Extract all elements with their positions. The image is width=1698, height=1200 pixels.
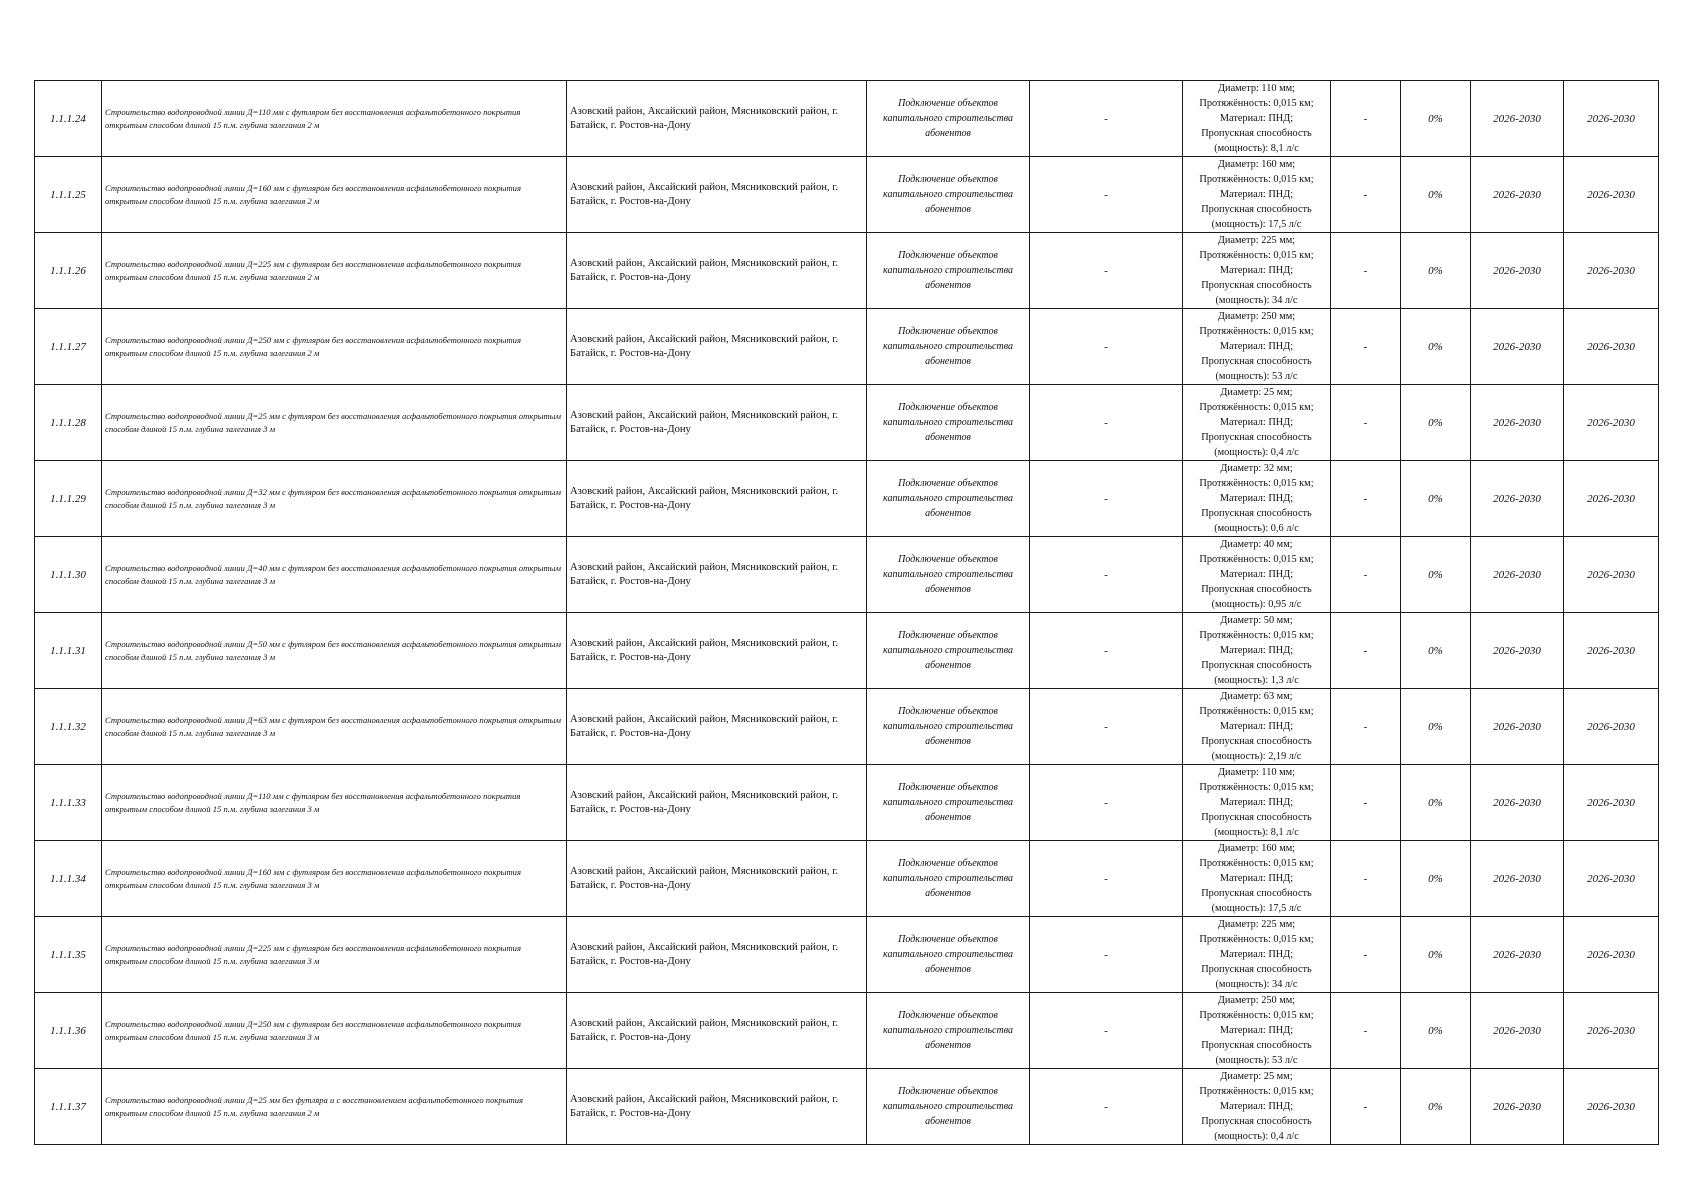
table-row xyxy=(35,81,1659,157)
completion-percent-cell: 0% xyxy=(1401,841,1471,917)
period-start-cell: 2026-2030 xyxy=(1471,917,1564,993)
location-cell: Азовский район, Аксайский район, Мясниковский район, г. Батайск, г. Ростов-на-Дону xyxy=(567,233,867,309)
completion-percent-cell: 0% xyxy=(1401,81,1471,157)
spec-line: Материал: ПНД; xyxy=(1219,493,1294,504)
technical-specs-cell xyxy=(1183,461,1331,537)
row-number-cell: 1.1.1.37 xyxy=(35,1069,102,1145)
purpose-cell: Подключение объектов капитального строительства абонентов xyxy=(867,613,1030,689)
row-number-cell: 1.1.1.27 xyxy=(35,309,102,385)
spec-line: Диаметр: 110 мм; xyxy=(1218,767,1295,778)
column-7-cell: - xyxy=(1331,537,1401,613)
completion-percent-cell: 0% xyxy=(1401,157,1471,233)
spec-line: Диаметр: 225 мм; xyxy=(1217,919,1296,930)
technical-specs-cell xyxy=(1183,917,1331,993)
table-row xyxy=(35,841,1659,917)
spec-line: Диаметр: 250 мм; xyxy=(1217,995,1296,1006)
column-7-cell: - xyxy=(1331,385,1401,461)
location-cell: Азовский район, Аксайский район, Мясниковский район, г. Батайск, г. Ростов-на-Дону xyxy=(567,385,867,461)
purpose-cell: Подключение объектов капитального строительства абонентов xyxy=(867,917,1030,993)
period-start-cell: 2026-2030 xyxy=(1471,993,1564,1069)
column-7-cell: - xyxy=(1331,841,1401,917)
completion-percent-cell: 0% xyxy=(1401,689,1471,765)
spec-line: Пропускная способность xyxy=(1201,128,1312,139)
completion-percent-cell: 0% xyxy=(1401,385,1471,461)
table-row xyxy=(35,385,1659,461)
period-end-cell: 2026-2030 xyxy=(1564,993,1659,1069)
technical-specs-cell xyxy=(1183,765,1331,841)
spec-line: Материал: ПНД; xyxy=(1219,341,1294,352)
spec-line: (мощность): 53 л/с xyxy=(1215,1055,1298,1066)
period-end-cell: 2026-2030 xyxy=(1564,1069,1659,1145)
column-5-cell: - xyxy=(1030,613,1183,689)
completion-percent-cell: 0% xyxy=(1401,537,1471,613)
spec-line: Протяжённость: 0,015 км; xyxy=(1199,98,1314,109)
column-7-cell: - xyxy=(1331,81,1401,157)
period-end-cell: 2026-2030 xyxy=(1564,385,1659,461)
column-7-cell: - xyxy=(1331,233,1401,309)
purpose-cell: Подключение объектов капитального строительства абонентов xyxy=(867,765,1030,841)
location-cell: Азовский район, Аксайский район, Мясниковский район, г. Батайск, г. Ростов-на-Дону xyxy=(567,613,867,689)
spec-line: Материал: ПНД; xyxy=(1219,265,1294,276)
spec-line: Пропускная способность xyxy=(1201,432,1312,443)
row-number-cell: 1.1.1.24 xyxy=(35,81,102,157)
period-start-cell: 2026-2030 xyxy=(1471,385,1564,461)
technical-specs-cell xyxy=(1183,1069,1331,1145)
purpose-cell: Подключение объектов капитального строительства абонентов xyxy=(867,157,1030,233)
spec-line: Протяжённость: 0,015 км; xyxy=(1199,1010,1314,1021)
row-number-cell: 1.1.1.30 xyxy=(35,537,102,613)
spec-line: Пропускная способность xyxy=(1201,964,1312,975)
period-end-cell: 2026-2030 xyxy=(1564,841,1659,917)
purpose-cell: Подключение объектов капитального строительства абонентов xyxy=(867,993,1030,1069)
table-row xyxy=(35,613,1659,689)
spec-line: Протяжённость: 0,015 км; xyxy=(1199,326,1314,337)
work-description-cell: Строительство водопроводной линии Д=160 мм с футляром без восстановления асфальтобетонного покрытия открытым способом длиной 15 п.м. глубина залегания 3 м xyxy=(102,841,567,917)
spec-line: Пропускная способность xyxy=(1201,280,1312,291)
spec-line: Протяжённость: 0,015 км; xyxy=(1199,402,1314,413)
period-start-cell: 2026-2030 xyxy=(1471,765,1564,841)
spec-line: Материал: ПНД; xyxy=(1219,569,1294,580)
spec-line: Протяжённость: 0,015 км; xyxy=(1199,554,1314,565)
spec-line: Диаметр: 63 мм; xyxy=(1220,691,1293,702)
spec-line: Диаметр: 225 мм; xyxy=(1217,235,1296,246)
period-end-cell: 2026-2030 xyxy=(1564,309,1659,385)
location-cell: Азовский район, Аксайский район, Мясниковский район, г. Батайск, г. Ростов-на-Дону xyxy=(567,157,867,233)
completion-percent-cell: 0% xyxy=(1401,993,1471,1069)
spec-line: Материал: ПНД; xyxy=(1219,873,1294,884)
spec-line: Протяжённость: 0,015 км; xyxy=(1199,706,1314,717)
period-end-cell: 2026-2030 xyxy=(1564,157,1659,233)
table-row xyxy=(35,993,1659,1069)
column-7-cell: - xyxy=(1331,461,1401,537)
spec-line: Диаметр: 25 мм; xyxy=(1220,1071,1293,1082)
spec-line: (мощность): 2,19 л/с xyxy=(1211,751,1302,762)
column-5-cell: - xyxy=(1030,993,1183,1069)
spec-line: Протяжённость: 0,015 км; xyxy=(1199,782,1314,793)
period-start-cell: 2026-2030 xyxy=(1471,81,1564,157)
spec-line: Материал: ПНД; xyxy=(1219,113,1294,124)
purpose-cell: Подключение объектов капитального строительства абонентов xyxy=(867,385,1030,461)
spec-line: (мощность): 8,1 л/с xyxy=(1214,827,1299,838)
column-5-cell: - xyxy=(1030,765,1183,841)
spec-line: Материал: ПНД; xyxy=(1219,797,1294,808)
spec-line: (мощность): 17,5 л/с xyxy=(1211,219,1302,230)
spec-line: Диаметр: 40 мм; xyxy=(1220,539,1293,550)
spec-line: Материал: ПНД; xyxy=(1219,721,1294,732)
period-start-cell: 2026-2030 xyxy=(1471,689,1564,765)
spec-line: Пропускная способность xyxy=(1201,204,1312,215)
technical-specs-cell xyxy=(1183,233,1331,309)
purpose-cell: Подключение объектов капитального строительства абонентов xyxy=(867,309,1030,385)
work-description-cell: Строительство водопроводной линии Д=110 мм с футляром без восстановления асфальтобетонного покрытия открытым способом длиной 15 п.м. глубина залегания 2 м xyxy=(102,81,567,157)
technical-specs-cell xyxy=(1183,385,1331,461)
location-cell: Азовский район, Аксайский район, Мясниковский район, г. Батайск, г. Ростов-на-Дону xyxy=(567,689,867,765)
purpose-cell: Подключение объектов капитального строительства абонентов xyxy=(867,537,1030,613)
spec-line: (мощность): 17,5 л/с xyxy=(1211,903,1302,914)
work-description-cell: Строительство водопроводной линии Д=32 мм с футляром без восстановления асфальтобетонного покрытия открытым способом длиной 15 п.м. глубина залегания 3 м xyxy=(102,461,567,537)
row-number-cell: 1.1.1.29 xyxy=(35,461,102,537)
table-row xyxy=(35,765,1659,841)
spec-line: Протяжённость: 0,015 км; xyxy=(1199,174,1314,185)
spec-line: Пропускная способность xyxy=(1201,660,1312,671)
row-number-cell: 1.1.1.36 xyxy=(35,993,102,1069)
spec-line: Протяжённость: 0,015 км; xyxy=(1199,934,1314,945)
work-description-cell: Строительство водопроводной линии Д=63 мм с футляром без восстановления асфальтобетонного покрытия открытым способом длиной 15 п.м. глубина залегания 3 м xyxy=(102,689,567,765)
work-description-cell: Строительство водопроводной линии Д=25 мм без футляра и с восстановлением асфальтобетонного покрытия открытым способом длиной 15 п.м. глубина залегания 2 м xyxy=(102,1069,567,1145)
column-7-cell: - xyxy=(1331,917,1401,993)
technical-specs-cell xyxy=(1183,993,1331,1069)
column-5-cell: - xyxy=(1030,157,1183,233)
spec-line: Пропускная способность xyxy=(1201,508,1312,519)
work-description-cell: Строительство водопроводной линии Д=160 мм с футляром без восстановления асфальтобетонного покрытия открытым способом длиной 15 п.м. глубина залегания 2 м xyxy=(102,157,567,233)
spec-line: (мощность): 1,3 л/с xyxy=(1214,675,1299,686)
technical-specs-cell xyxy=(1183,157,1331,233)
spec-line: Протяжённость: 0,015 км; xyxy=(1199,478,1314,489)
spec-line: (мощность): 53 л/с xyxy=(1215,371,1298,382)
period-end-cell: 2026-2030 xyxy=(1564,765,1659,841)
period-start-cell: 2026-2030 xyxy=(1471,309,1564,385)
spec-line: Пропускная способность xyxy=(1201,1116,1312,1127)
spec-line: (мощность): 8,1 л/с xyxy=(1214,143,1299,154)
period-end-cell: 2026-2030 xyxy=(1564,689,1659,765)
column-5-cell: - xyxy=(1030,841,1183,917)
spec-line: (мощность): 34 л/с xyxy=(1215,295,1298,306)
location-cell: Азовский район, Аксайский район, Мясниковский район, г. Батайск, г. Ростов-на-Дону xyxy=(567,1069,867,1145)
spec-line: Протяжённость: 0,015 км; xyxy=(1199,630,1314,641)
location-cell: Азовский район, Аксайский район, Мясниковский район, г. Батайск, г. Ростов-на-Дону xyxy=(567,309,867,385)
spec-line: (мощность): 0,6 л/с xyxy=(1214,523,1299,534)
period-end-cell: 2026-2030 xyxy=(1564,233,1659,309)
column-7-cell: - xyxy=(1331,993,1401,1069)
spec-line: Пропускная способность xyxy=(1201,736,1312,747)
spec-line: (мощность): 0,95 л/с xyxy=(1211,599,1302,610)
period-start-cell: 2026-2030 xyxy=(1471,841,1564,917)
row-number-cell: 1.1.1.33 xyxy=(35,765,102,841)
spec-line: Материал: ПНД; xyxy=(1219,189,1294,200)
technical-specs-cell xyxy=(1183,689,1331,765)
spec-line: (мощность): 34 л/с xyxy=(1215,979,1298,990)
row-number-cell: 1.1.1.25 xyxy=(35,157,102,233)
column-7-cell: - xyxy=(1331,1069,1401,1145)
spec-line: Пропускная способность xyxy=(1201,356,1312,367)
period-start-cell: 2026-2030 xyxy=(1471,233,1564,309)
period-start-cell: 2026-2030 xyxy=(1471,537,1564,613)
column-7-cell: - xyxy=(1331,613,1401,689)
spec-line: Диаметр: 250 мм; xyxy=(1217,311,1296,322)
period-start-cell: 2026-2030 xyxy=(1471,461,1564,537)
table-row xyxy=(35,309,1659,385)
column-5-cell: - xyxy=(1030,233,1183,309)
spec-line: Пропускная способность xyxy=(1201,1040,1312,1051)
work-description-cell: Строительство водопроводной линии Д=25 мм с футляром без восстановления асфальтобетонного покрытия открытым способом длиной 15 п.м. глубина залегания 3 м xyxy=(102,385,567,461)
period-start-cell: 2026-2030 xyxy=(1471,1069,1564,1145)
completion-percent-cell: 0% xyxy=(1401,233,1471,309)
spec-line: Диаметр: 160 мм; xyxy=(1217,159,1296,170)
spec-line: Диаметр: 25 мм; xyxy=(1220,387,1293,398)
spec-line: Пропускная способность xyxy=(1201,888,1312,899)
spec-line: Материал: ПНД; xyxy=(1219,1101,1294,1112)
column-7-cell: - xyxy=(1331,689,1401,765)
row-number-cell: 1.1.1.28 xyxy=(35,385,102,461)
technical-specs-cell xyxy=(1183,841,1331,917)
location-cell: Азовский район, Аксайский район, Мясниковский район, г. Батайск, г. Ростов-на-Дону xyxy=(567,537,867,613)
column-5-cell: - xyxy=(1030,309,1183,385)
period-end-cell: 2026-2030 xyxy=(1564,81,1659,157)
completion-percent-cell: 0% xyxy=(1401,309,1471,385)
completion-percent-cell: 0% xyxy=(1401,613,1471,689)
spec-line: Протяжённость: 0,015 км; xyxy=(1199,858,1314,869)
column-5-cell: - xyxy=(1030,917,1183,993)
location-cell: Азовский район, Аксайский район, Мясниковский район, г. Батайск, г. Ростов-на-Дону xyxy=(567,765,867,841)
period-end-cell: 2026-2030 xyxy=(1564,613,1659,689)
spec-line: Материал: ПНД; xyxy=(1219,1025,1294,1036)
period-start-cell: 2026-2030 xyxy=(1471,613,1564,689)
table-row xyxy=(35,917,1659,993)
column-5-cell: - xyxy=(1030,81,1183,157)
technical-specs-cell xyxy=(1183,537,1331,613)
column-5-cell: - xyxy=(1030,689,1183,765)
technical-specs-cell xyxy=(1183,309,1331,385)
table-row xyxy=(35,233,1659,309)
work-description-cell: Строительство водопроводной линии Д=40 мм с футляром без восстановления асфальтобетонного покрытия открытым способом длиной 15 п.м. глубина залегания 3 м xyxy=(102,537,567,613)
spec-line: Пропускная способность xyxy=(1201,812,1312,823)
period-end-cell: 2026-2030 xyxy=(1564,537,1659,613)
purpose-cell: Подключение объектов капитального строительства абонентов xyxy=(867,1069,1030,1145)
completion-percent-cell: 0% xyxy=(1401,1069,1471,1145)
table-row xyxy=(35,461,1659,537)
spec-line: Протяжённость: 0,015 км; xyxy=(1199,1086,1314,1097)
spec-line: Диаметр: 160 мм; xyxy=(1217,843,1296,854)
purpose-cell: Подключение объектов капитального строительства абонентов xyxy=(867,841,1030,917)
column-5-cell: - xyxy=(1030,1069,1183,1145)
work-description-cell: Строительство водопроводной линии Д=110 мм с футляром без восстановления асфальтобетонного покрытия открытым способом длиной 15 п.м. глубина залегания 3 м xyxy=(102,765,567,841)
location-cell: Азовский район, Аксайский район, Мясниковский район, г. Батайск, г. Ростов-на-Дону xyxy=(567,917,867,993)
row-number-cell: 1.1.1.34 xyxy=(35,841,102,917)
technical-specs-cell xyxy=(1183,81,1331,157)
technical-specs-cell xyxy=(1183,613,1331,689)
spec-line: Протяжённость: 0,015 км; xyxy=(1199,250,1314,261)
row-number-cell: 1.1.1.31 xyxy=(35,613,102,689)
location-cell: Азовский район, Аксайский район, Мясниковский район, г. Батайск, г. Ростов-на-Дону xyxy=(567,841,867,917)
purpose-cell: Подключение объектов капитального строительства абонентов xyxy=(867,233,1030,309)
completion-percent-cell: 0% xyxy=(1401,917,1471,993)
period-end-cell: 2026-2030 xyxy=(1564,917,1659,993)
table-row xyxy=(35,157,1659,233)
spec-line: Материал: ПНД; xyxy=(1219,949,1294,960)
column-5-cell: - xyxy=(1030,461,1183,537)
row-number-cell: 1.1.1.35 xyxy=(35,917,102,993)
location-cell: Азовский район, Аксайский район, Мясниковский район, г. Батайск, г. Ростов-на-Дону xyxy=(567,993,867,1069)
investment-program-table xyxy=(34,80,1659,1145)
column-5-cell: - xyxy=(1030,385,1183,461)
spec-line: Диаметр: 32 мм; xyxy=(1220,463,1293,474)
work-description-cell: Строительство водопроводной линии Д=225 мм с футляром без восстановления асфальтобетонного покрытия открытым способом длиной 15 п.м. глубина залегания 2 м xyxy=(102,233,567,309)
location-cell: Азовский район, Аксайский район, Мясниковский район, г. Батайск, г. Ростов-на-Дону xyxy=(567,81,867,157)
work-description-cell: Строительство водопроводной линии Д=250 мм с футляром без восстановления асфальтобетонного покрытия открытым способом длиной 15 п.м. глубина залегания 2 м xyxy=(102,309,567,385)
table-row xyxy=(35,537,1659,613)
row-number-cell: 1.1.1.26 xyxy=(35,233,102,309)
purpose-cell: Подключение объектов капитального строительства абонентов xyxy=(867,81,1030,157)
purpose-cell: Подключение объектов капитального строительства абонентов xyxy=(867,461,1030,537)
column-7-cell: - xyxy=(1331,765,1401,841)
row-number-cell: 1.1.1.32 xyxy=(35,689,102,765)
column-7-cell: - xyxy=(1331,309,1401,385)
completion-percent-cell: 0% xyxy=(1401,461,1471,537)
spec-line: Материал: ПНД; xyxy=(1219,417,1294,428)
work-description-cell: Строительство водопроводной линии Д=225 мм с футляром без восстановления асфальтобетонного покрытия открытым способом длиной 15 п.м. глубина залегания 3 м xyxy=(102,917,567,993)
table-body xyxy=(35,81,1659,1145)
spec-line: Диаметр: 110 мм; xyxy=(1218,83,1295,94)
spec-line: Пропускная способность xyxy=(1201,584,1312,595)
column-5-cell: - xyxy=(1030,537,1183,613)
period-start-cell: 2026-2030 xyxy=(1471,157,1564,233)
spec-line: (мощность): 0,4 л/с xyxy=(1214,447,1299,458)
work-description-cell: Строительство водопроводной линии Д=50 мм с футляром без восстановления асфальтобетонного покрытия открытым способом длиной 15 п.м. глубина залегания 3 м xyxy=(102,613,567,689)
column-7-cell: - xyxy=(1331,157,1401,233)
table-row xyxy=(35,689,1659,765)
spec-line: Диаметр: 50 мм; xyxy=(1220,615,1293,626)
spec-line: Материал: ПНД; xyxy=(1219,645,1294,656)
work-description-cell: Строительство водопроводной линии Д=250 мм с футляром без восстановления асфальтобетонного покрытия открытым способом длиной 15 п.м. глубина залегания 3 м xyxy=(102,993,567,1069)
period-end-cell: 2026-2030 xyxy=(1564,461,1659,537)
table-row xyxy=(35,1069,1659,1145)
purpose-cell: Подключение объектов капитального строительства абонентов xyxy=(867,689,1030,765)
spec-line: (мощность): 0,4 л/с xyxy=(1214,1131,1299,1142)
location-cell: Азовский район, Аксайский район, Мясниковский район, г. Батайск, г. Ростов-на-Дону xyxy=(567,461,867,537)
completion-percent-cell: 0% xyxy=(1401,765,1471,841)
